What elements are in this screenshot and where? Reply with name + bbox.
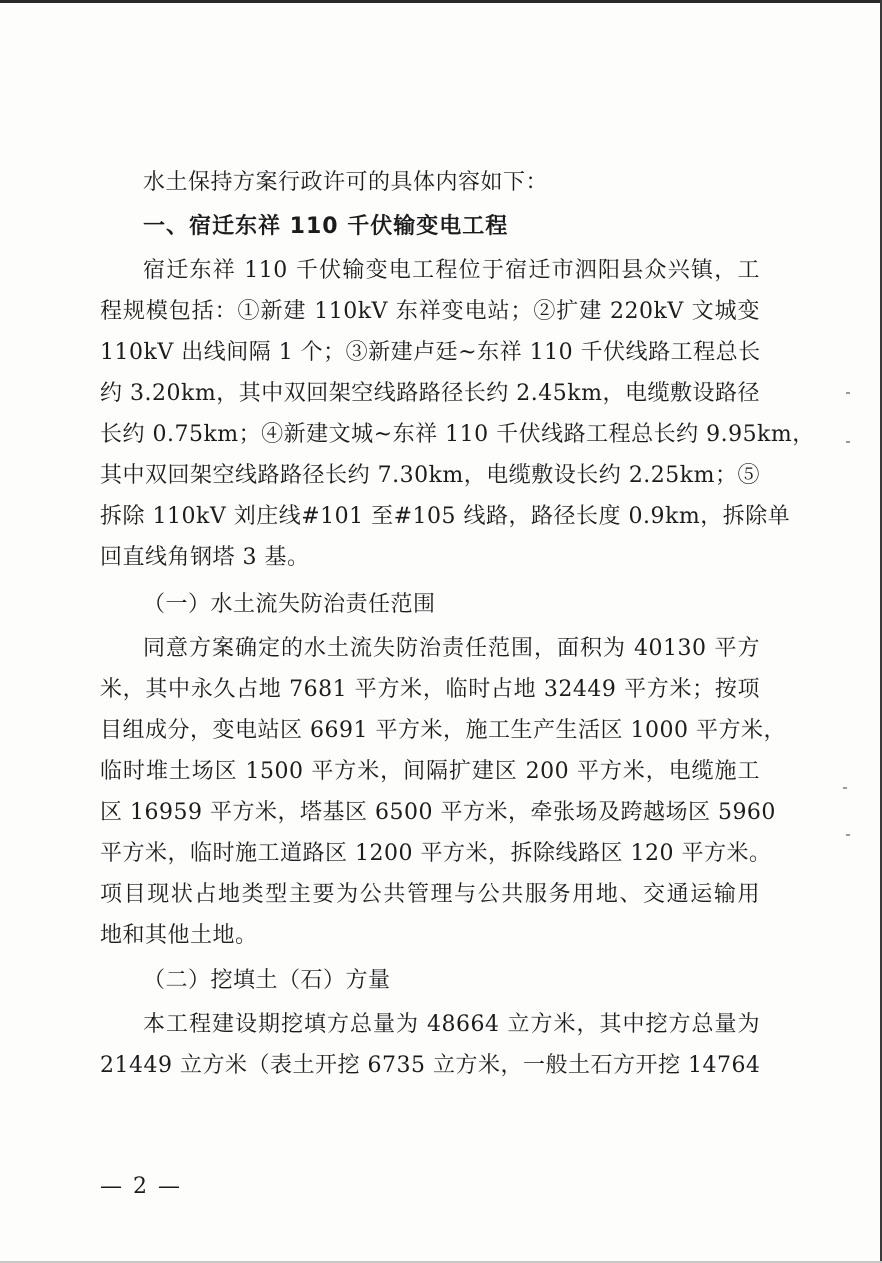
intro-line: 水土保持方案行政许可的具体内容如下：	[143, 170, 549, 195]
scan-speck	[846, 441, 850, 443]
paragraph-line: 本工程建设期挖填方总量为 48664 立方米，其中挖方总量为	[143, 1012, 760, 1037]
subheading-responsibility-scope: （一）水土流失防治责任范围	[143, 592, 436, 617]
scan-speck	[846, 834, 850, 836]
paragraph-line: 目组成分，变电站区 6691 平方米，施工生产生活区 1000 平方米，	[100, 718, 786, 743]
paragraph-line: 地和其他土地。	[100, 923, 258, 948]
paragraph-line: 拆除 110kV 刘庄线#101 至#105 线路，路径长度 0.9km，拆除单	[100, 504, 791, 529]
scan-speck	[846, 392, 850, 394]
paragraph-line: 项目现状占地类型主要为公共管理与公共服务用地、交通运输用	[100, 882, 760, 907]
paragraph-line: 宿迁东祥 110 千伏输变电工程位于宿迁市泗阳县众兴镇，工	[143, 258, 760, 283]
paragraph-line: 其中双回架空线路路径长约 7.30km，电缆敷设长约 2.25km；⑤	[100, 463, 760, 488]
paragraph-line: 平方米，临时施工道路区 1200 平方米，拆除线路区 120 平方米。	[100, 841, 772, 866]
page-number: — 2 —	[100, 1174, 182, 1199]
paragraph-line: 长约 0.75km；④新建文城~东祥 110 千伏线路工程总长约 9.95km，	[100, 422, 815, 447]
paragraph-line: 21449 立方米（表土开挖 6735 立方米，一般土石方开挖 14764	[100, 1053, 761, 1078]
paragraph-line: 程规模包括：①新建 110kV 东祥变电站；②扩建 220kV 文城变	[100, 299, 760, 324]
page-top-edge	[0, 0, 882, 3]
subheading-earthwork-volume: （二）挖填土（石）方量	[143, 968, 391, 993]
paragraph-line: 110kV 出线间隔 1 个；③新建卢廷~东祥 110 千伏线路工程总长	[100, 340, 761, 365]
paragraph-line: 米，其中永久占地 7681 平方米，临时占地 32449 平方米；按项	[100, 677, 760, 702]
paragraph-line: 约 3.20km，其中双回架空线路路径长约 2.45km，电缆敷设路径	[100, 381, 760, 406]
paragraph-line: 临时堆土场区 1500 平方米，间隔扩建区 200 平方米，电缆施工	[100, 759, 760, 784]
paragraph-line: 同意方案确定的水土流失防治责任范围，面积为 40130 平方	[143, 636, 760, 661]
paragraph-line: 区 16959 平方米，塔基区 6500 平方米，牵张场及跨越场区 5960	[100, 800, 776, 825]
paragraph-line: 回直线角钢塔 3 基。	[100, 545, 310, 570]
section-heading: 一、宿迁东祥 110 千伏输变电工程	[143, 214, 509, 239]
scan-speck	[843, 787, 847, 789]
